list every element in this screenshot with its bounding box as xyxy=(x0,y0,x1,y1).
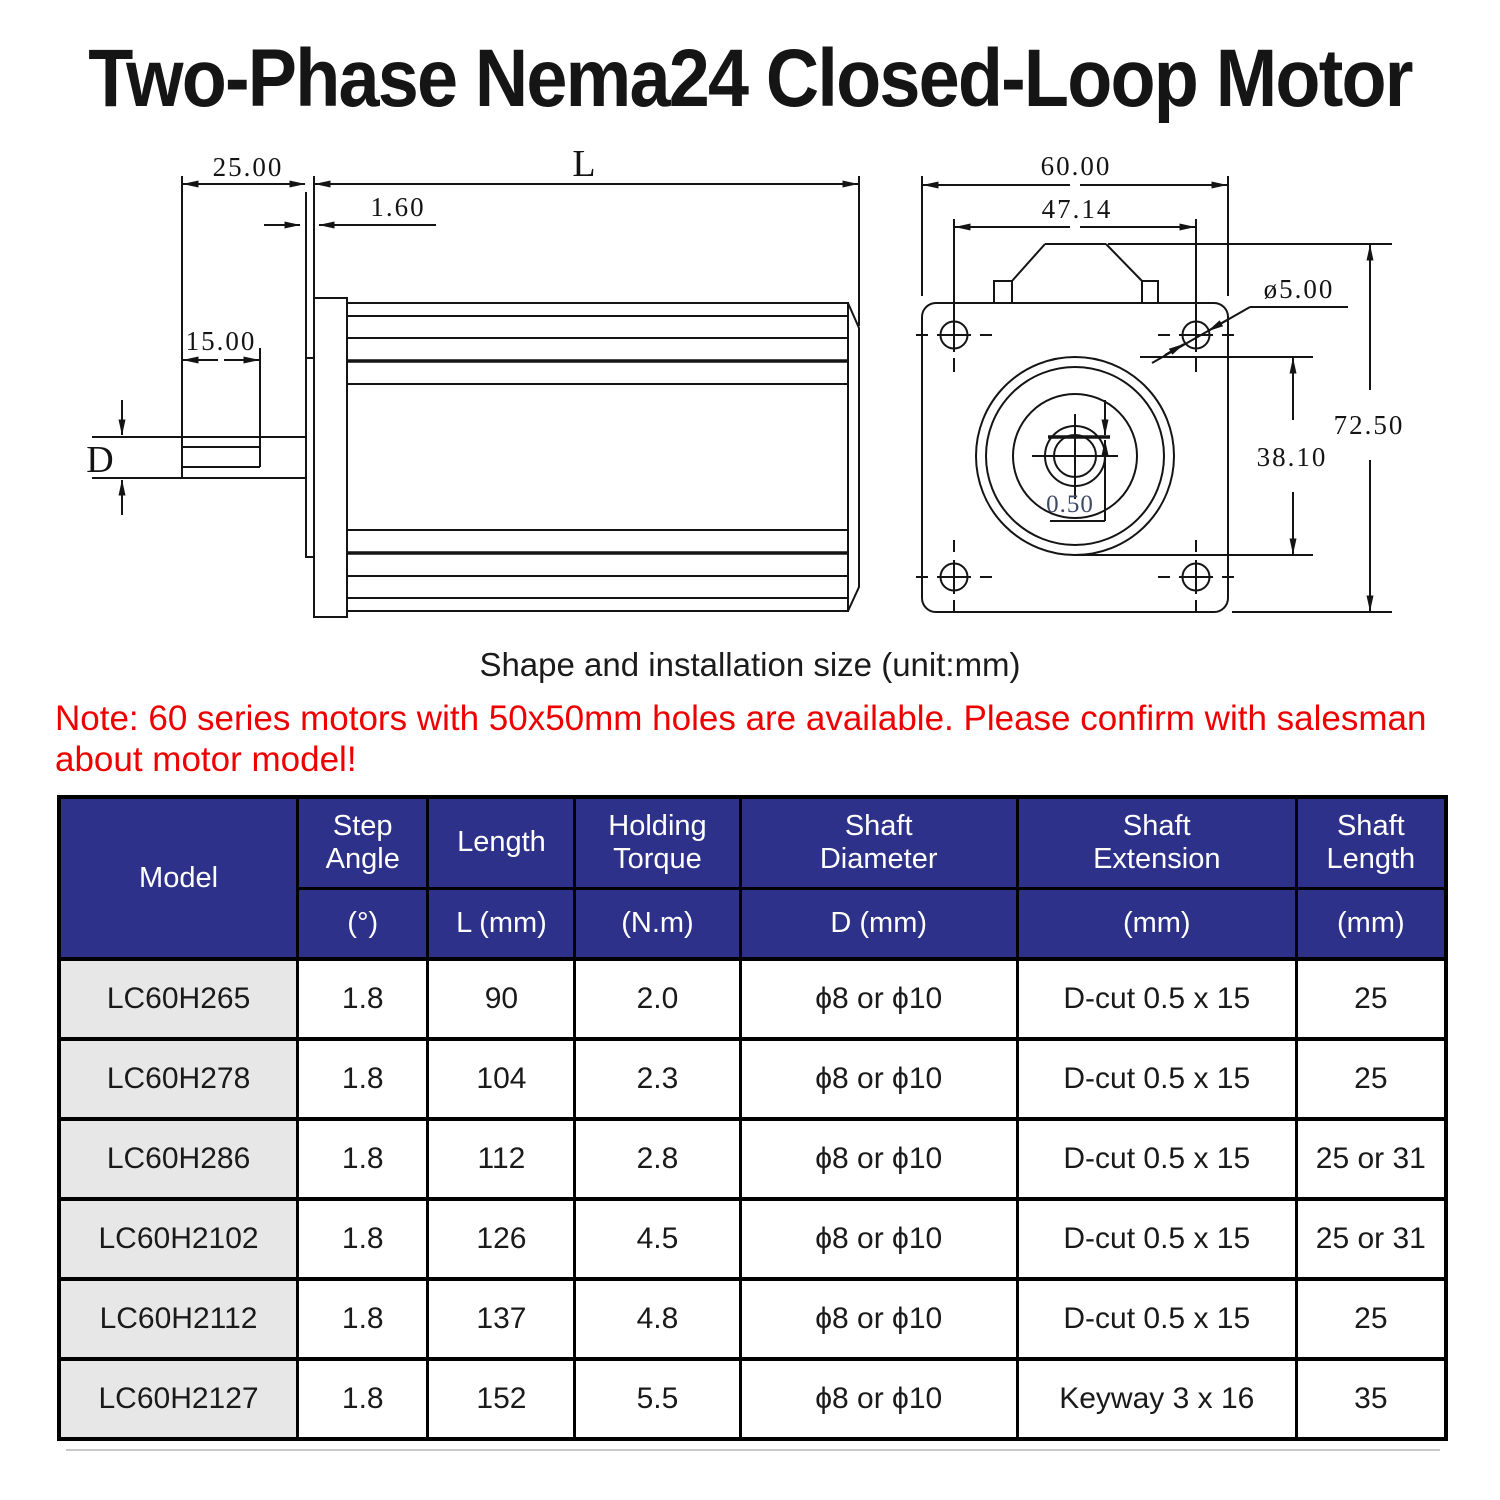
table-bottom-shadow xyxy=(66,1449,1440,1451)
side-view-drawing xyxy=(86,143,859,617)
cell-step-angle: 1.8 xyxy=(298,959,428,1039)
cell-holding-torque: 4.5 xyxy=(575,1199,740,1279)
front-view-drawing xyxy=(916,151,1430,613)
cell-model: LC60H278 xyxy=(59,1039,298,1119)
col-header-shaft-length: Shaft Length xyxy=(1296,797,1446,888)
cell-shaft-extension: D-cut 0.5 x 15 xyxy=(1017,959,1296,1039)
dim-hole-spacing: 47.14 xyxy=(1041,194,1113,224)
table-row xyxy=(59,1199,1446,1279)
cell-shaft-diameter: ϕ8 or ϕ10 xyxy=(740,1199,1017,1279)
dim-shaft-length: 25.00 xyxy=(212,152,284,182)
unit-shaft-length: (mm) xyxy=(1296,888,1446,959)
table-row xyxy=(59,1119,1446,1199)
unit-length: L (mm) xyxy=(428,888,575,959)
cell-shaft-extension: D-cut 0.5 x 15 xyxy=(1017,1039,1296,1119)
unit-shaft-extension: (mm) xyxy=(1017,888,1296,959)
cell-model: LC60H2127 xyxy=(59,1359,298,1439)
cell-model: LC60H286 xyxy=(59,1119,298,1199)
dim-body-length-label: L xyxy=(572,143,596,185)
cell-model: LC60H265 xyxy=(59,959,298,1039)
dim-pilot-diameter: 38.10 xyxy=(1256,442,1328,472)
dim-hole-diameter: ø5.00 xyxy=(1263,274,1335,304)
cell-shaft-extension: D-cut 0.5 x 15 xyxy=(1017,1199,1296,1279)
cell-shaft-length: 25 or 31 xyxy=(1296,1199,1446,1279)
table-row xyxy=(59,1359,1446,1439)
dim-overall-height: 72.50 xyxy=(1333,410,1405,440)
table-row xyxy=(59,959,1446,1039)
cell-shaft-diameter: ϕ8 or ϕ10 xyxy=(740,1279,1017,1359)
dim-shaft-diameter-label: D xyxy=(86,439,114,481)
spec-table xyxy=(57,795,1448,1441)
dim-face-width: 60.00 xyxy=(1040,151,1112,181)
col-header-step-angle: Step Angle xyxy=(298,797,428,888)
cell-length: 104 xyxy=(428,1039,575,1119)
cell-holding-torque: 2.0 xyxy=(575,959,740,1039)
technical-drawing xyxy=(0,0,1500,745)
dim-flat-length: 15.00 xyxy=(185,326,257,356)
dim-flat-depth: 0.50 xyxy=(1046,491,1094,518)
cell-step-angle: 1.8 xyxy=(298,1279,428,1359)
cell-shaft-diameter: ϕ8 or ϕ10 xyxy=(740,1039,1017,1119)
cell-model: LC60H2112 xyxy=(59,1279,298,1359)
cell-holding-torque: 5.5 xyxy=(575,1359,740,1439)
cell-model: LC60H2102 xyxy=(59,1199,298,1279)
col-header-holding-torque: Holding Torque xyxy=(575,797,740,888)
drawing-caption: Shape and installation size (unit:mm) xyxy=(479,646,1021,683)
cell-shaft-length: 35 xyxy=(1296,1359,1446,1439)
col-header-shaft-extension: Shaft Extension xyxy=(1017,797,1296,888)
cell-shaft-diameter: ϕ8 or ϕ10 xyxy=(740,1359,1017,1439)
cell-shaft-length: 25 xyxy=(1296,1279,1446,1359)
cell-holding-torque: 4.8 xyxy=(575,1279,740,1359)
cell-shaft-extension: D-cut 0.5 x 15 xyxy=(1017,1119,1296,1199)
cell-length: 126 xyxy=(428,1199,575,1279)
cell-shaft-length: 25 xyxy=(1296,959,1446,1039)
dim-pilot-thickness: 1.60 xyxy=(370,192,426,222)
cell-shaft-diameter: ϕ8 or ϕ10 xyxy=(740,1119,1017,1199)
col-header-length: Length xyxy=(428,797,575,888)
cell-shaft-extension: Keyway 3 x 16 xyxy=(1017,1359,1296,1439)
cell-shaft-length: 25 xyxy=(1296,1039,1446,1119)
cell-shaft-diameter: ϕ8 or ϕ10 xyxy=(740,959,1017,1039)
header-row-labels xyxy=(59,797,1446,888)
cell-holding-torque: 2.3 xyxy=(575,1039,740,1119)
cell-length: 112 xyxy=(428,1119,575,1199)
page-title: Two-Phase Nema24 Closed-Loop Motor xyxy=(88,33,1412,124)
cell-step-angle: 1.8 xyxy=(298,1039,428,1119)
cell-step-angle: 1.8 xyxy=(298,1119,428,1199)
unit-step-angle: (°) xyxy=(298,888,428,959)
cell-shaft-length: 25 or 31 xyxy=(1296,1119,1446,1199)
cell-shaft-extension: D-cut 0.5 x 15 xyxy=(1017,1279,1296,1359)
unit-holding-torque: (N.m) xyxy=(575,888,740,959)
cell-holding-torque: 2.8 xyxy=(575,1119,740,1199)
cell-length: 90 xyxy=(428,959,575,1039)
table-row xyxy=(59,1039,1446,1119)
cell-step-angle: 1.8 xyxy=(298,1199,428,1279)
cell-step-angle: 1.8 xyxy=(298,1359,428,1439)
unit-shaft-diameter: D (mm) xyxy=(740,888,1017,959)
table-row xyxy=(59,1279,1446,1359)
cell-length: 137 xyxy=(428,1279,575,1359)
cell-length: 152 xyxy=(428,1359,575,1439)
availability-note: Note: 60 series motors with 50x50mm holes are available. Please confirm with salesman about motor model! xyxy=(55,699,1427,779)
col-header-model: Model xyxy=(59,797,298,959)
col-header-shaft-diameter: Shaft Diameter xyxy=(740,797,1017,888)
